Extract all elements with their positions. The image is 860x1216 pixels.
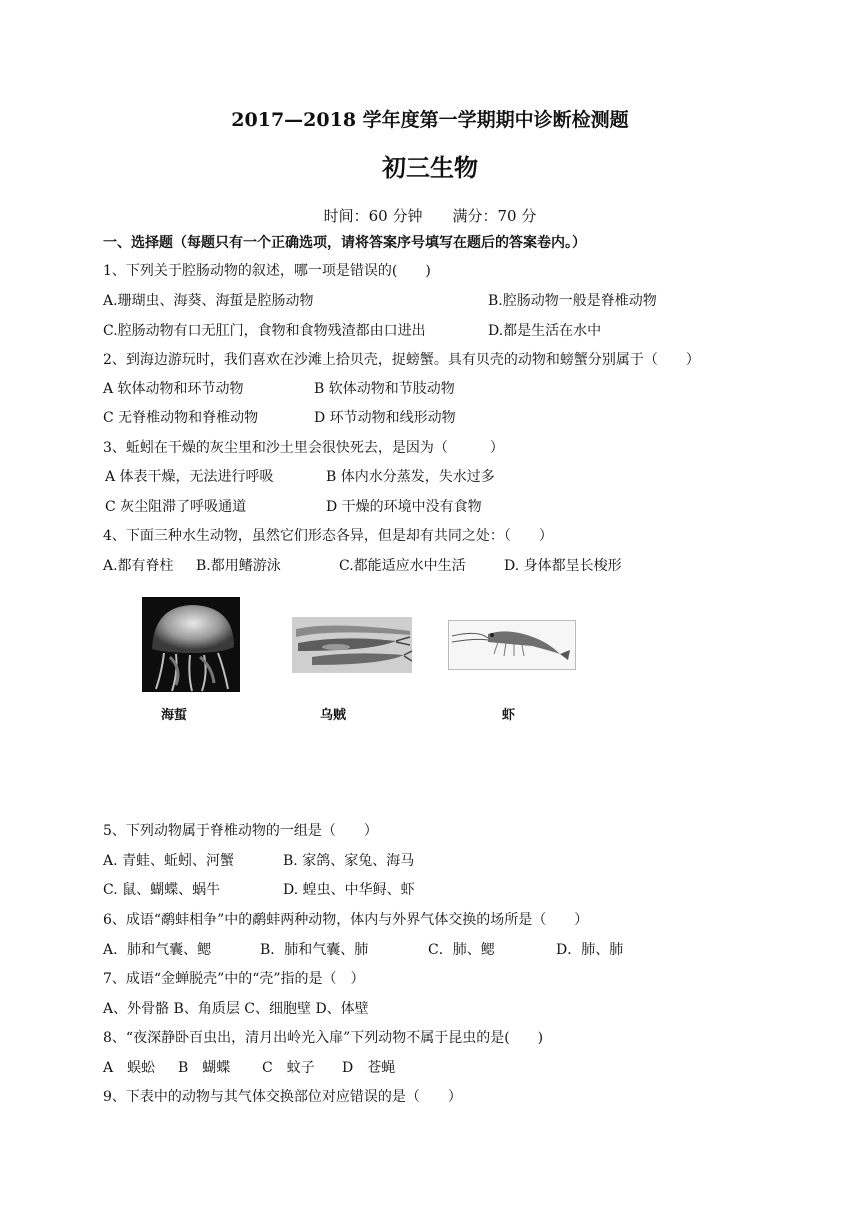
option-2c: C 无脊椎动物和脊椎动物 (103, 410, 259, 426)
option-2d: D 环节动物和线形动物 (314, 410, 456, 426)
option-6d: D．肺、肺 (556, 942, 624, 958)
option-4b: B.都用鳍游泳 (196, 558, 281, 574)
option-3d: D 干燥的环境中没有食物 (326, 499, 482, 515)
question-stem-5: 5、下列动物属于脊椎动物的一组是（ ） (103, 823, 378, 839)
question-stem-9: 9、下表中的动物与其气体交换部位对应错误的是（ ） (103, 1089, 462, 1105)
caption-shrimp: 虾 (502, 708, 516, 723)
option-2b: B 软体动物和节肢动物 (314, 381, 455, 397)
option-8a: A 蜈蚣 (103, 1060, 156, 1076)
subject-title: 初三生物 (382, 153, 478, 182)
option-2a: A 软体动物和环节动物 (103, 381, 244, 397)
option-8c: C 蚊子 (262, 1060, 315, 1076)
option-3b: B 体内水分蒸发，失水过多 (326, 469, 495, 485)
option-4c: C.都能适应水中生活 (339, 558, 466, 574)
caption-jellyfish: 海蜇 (161, 708, 188, 723)
option-8d: D 苍蝇 (342, 1060, 396, 1076)
shrimp-photo-icon (448, 620, 576, 670)
option-6a: A．肺和气囊、鳃 (103, 942, 212, 958)
option-5b: B. 家鸽、家兔、海马 (283, 853, 415, 869)
question-stem-8: 8、“夜深静卧百虫出，清月出岭光入扉”下列动物不属于昆虫的是( ) (103, 1030, 544, 1046)
option-1a: A.珊瑚虫、海葵、海蜇是腔肠动物 (103, 293, 314, 309)
exam-title: 2017—2018 学年度第一学期期中诊断检测题 (231, 109, 629, 131)
question-stem-3: 3、蚯蚓在干燥的灰尘里和沙土里会很快死去，是因为（ ） (103, 440, 504, 456)
option-3a: A 体表干燥，无法进行呼吸 (105, 469, 274, 485)
question-stem-4: 4、下面三种水生动物，虽然它们形态各异，但是却有共同之处：（ ） (103, 528, 553, 544)
option-3c: C 灰尘阻滞了呼吸通道 (105, 499, 247, 515)
option-1d: D.都是生活在水中 (488, 323, 602, 339)
option-5a: A. 青蛙、蚯蚓、河蟹 (103, 853, 235, 869)
option-6c: C．肺、鳃 (428, 942, 495, 958)
time-info: 时间：60 分钟 满分：70 分 (323, 207, 537, 225)
option-1b: B.腔肠动物一般是脊椎动物 (488, 293, 657, 309)
section-heading: 一、选择题（每题只有一个正确选项，请将答案序号填写在题后的答案卷内。） (103, 235, 586, 251)
option-1c: C.腔肠动物有口无肛门，食物和食物残渣都由口进出 (103, 323, 426, 339)
question-stem-7: 7、成语“金蝉脱壳”中的“壳”指的是（ ） (103, 971, 365, 987)
options-7: A、外骨骼 B、角质层 C、细胞壁 D、体壁 (103, 1001, 369, 1017)
caption-squid: 乌贼 (320, 708, 347, 723)
squid-photo-icon (292, 617, 412, 673)
question-stem-2: 2、到海边游玩时，我们喜欢在沙滩上拾贝壳，捉螃蟹。具有贝壳的动物和螃蟹分别属于（ ） (103, 352, 700, 368)
option-6b: B．肺和气囊、肺 (260, 942, 369, 958)
question-stem-6: 6、成语“鹬蚌相争”中的鹬蚌两种动物，体内与外界气体交换的场所是（ ） (103, 912, 589, 928)
option-5c: C. 鼠、蝴蝶、蜗牛 (103, 882, 221, 898)
option-5d: D. 蝗虫、中华鲟、虾 (283, 882, 415, 898)
question-stem-1: 1、下列关于腔肠动物的叙述，哪一项是错误的( ) (103, 263, 431, 279)
option-4a: A.都有脊柱 (103, 558, 174, 574)
option-8b: B 蝴蝶 (178, 1060, 231, 1076)
jellyfish-photo-icon (142, 597, 240, 692)
option-4d: D. 身体都呈长梭形 (504, 558, 622, 574)
